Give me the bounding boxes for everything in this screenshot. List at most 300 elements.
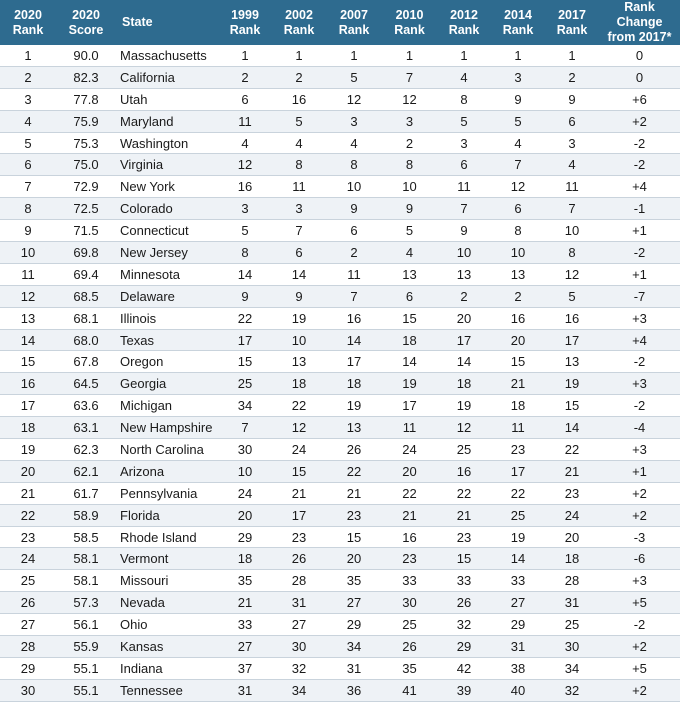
table-row xyxy=(0,110,680,132)
table-cell: 30 xyxy=(272,636,326,658)
table-cell: 22 xyxy=(218,307,272,329)
table-cell: 18 xyxy=(326,373,382,395)
table-row xyxy=(0,154,680,176)
state-cell: Vermont xyxy=(116,548,218,570)
table-cell: 32 xyxy=(437,614,491,636)
table-cell: 11 xyxy=(0,263,56,285)
table-cell: +3 xyxy=(599,570,680,592)
table-cell: 5 xyxy=(0,132,56,154)
table-cell: 11 xyxy=(382,417,437,439)
table-cell: +3 xyxy=(599,307,680,329)
table-cell: 3 xyxy=(218,198,272,220)
table-cell: 8 xyxy=(382,154,437,176)
table-cell: 77.8 xyxy=(56,88,116,110)
table-cell: 17 xyxy=(437,329,491,351)
table-cell: 22 xyxy=(491,482,545,504)
table-cell: 68.0 xyxy=(56,329,116,351)
table-cell: 90.0 xyxy=(56,45,116,66)
table-cell: 21 xyxy=(218,592,272,614)
state-cell: Michigan xyxy=(116,395,218,417)
table-cell: 34 xyxy=(545,657,599,679)
state-cell: Kansas xyxy=(116,636,218,658)
table-cell: +2 xyxy=(599,110,680,132)
table-cell: +4 xyxy=(599,329,680,351)
table-cell: 21 xyxy=(491,373,545,395)
table-cell: 12 xyxy=(382,88,437,110)
table-cell: 9 xyxy=(218,285,272,307)
state-cell: Colorado xyxy=(116,198,218,220)
table-cell: 9 xyxy=(491,88,545,110)
table-cell: 2 xyxy=(218,66,272,88)
table-cell: 8 xyxy=(326,154,382,176)
table-cell: 14 xyxy=(545,417,599,439)
table-cell: -1 xyxy=(599,198,680,220)
table-cell: +1 xyxy=(599,220,680,242)
table-row xyxy=(0,395,680,417)
table-cell: 16 xyxy=(382,526,437,548)
table-cell: 36 xyxy=(326,679,382,701)
table-cell: 25 xyxy=(545,614,599,636)
table-row xyxy=(0,351,680,373)
table-cell: 15 xyxy=(545,395,599,417)
table-cell: -7 xyxy=(599,285,680,307)
table-cell: 26 xyxy=(272,548,326,570)
table-cell: 1 xyxy=(272,45,326,66)
table-row xyxy=(0,176,680,198)
table-cell: 24 xyxy=(218,482,272,504)
table-cell: 35 xyxy=(382,657,437,679)
table-cell: 10 xyxy=(382,176,437,198)
table-cell: 17 xyxy=(545,329,599,351)
state-cell: Minnesota xyxy=(116,263,218,285)
table-cell: 16 xyxy=(491,307,545,329)
table-cell: 29 xyxy=(0,657,56,679)
state-cell: Nevada xyxy=(116,592,218,614)
table-cell: 71.5 xyxy=(56,220,116,242)
table-cell: 6 xyxy=(491,198,545,220)
state-cell: Oregon xyxy=(116,351,218,373)
table-row xyxy=(0,45,680,66)
table-cell: 19 xyxy=(382,373,437,395)
table-cell: 1 xyxy=(437,45,491,66)
table-cell: 6 xyxy=(382,285,437,307)
table-cell: +2 xyxy=(599,482,680,504)
table-cell: -2 xyxy=(599,132,680,154)
table-cell: 63.6 xyxy=(56,395,116,417)
table-cell: 24 xyxy=(272,439,326,461)
table-cell: 7 xyxy=(326,285,382,307)
table-cell: 0 xyxy=(599,66,680,88)
table-cell: 68.5 xyxy=(56,285,116,307)
table-cell: 13 xyxy=(272,351,326,373)
table-cell: 30 xyxy=(382,592,437,614)
table-cell: 55.1 xyxy=(56,679,116,701)
table-cell: 18 xyxy=(272,373,326,395)
table-cell: 19 xyxy=(491,526,545,548)
table-cell: 20 xyxy=(218,504,272,526)
table-cell: 24 xyxy=(382,439,437,461)
table-cell: 14 xyxy=(218,263,272,285)
table-cell: 10 xyxy=(491,242,545,264)
table-cell: 19 xyxy=(326,395,382,417)
table-cell: 11 xyxy=(545,176,599,198)
table-row xyxy=(0,504,680,526)
table-cell: 13 xyxy=(0,307,56,329)
table-cell: 11 xyxy=(491,417,545,439)
table-cell: 13 xyxy=(326,417,382,439)
table-cell: 29 xyxy=(491,614,545,636)
table-cell: +1 xyxy=(599,263,680,285)
table-cell: 17 xyxy=(0,395,56,417)
table-row xyxy=(0,417,680,439)
table-cell: 8 xyxy=(0,198,56,220)
table-cell: 16 xyxy=(437,460,491,482)
table-row xyxy=(0,88,680,110)
table-cell: 20 xyxy=(437,307,491,329)
table-cell: 27 xyxy=(218,636,272,658)
table-cell: 25 xyxy=(437,439,491,461)
table-cell: 22 xyxy=(545,439,599,461)
table-cell: 15 xyxy=(272,460,326,482)
table-cell: 13 xyxy=(545,351,599,373)
table-cell: 22 xyxy=(272,395,326,417)
table-cell: 11 xyxy=(437,176,491,198)
table-row xyxy=(0,132,680,154)
table-cell: 9 xyxy=(382,198,437,220)
state-cell: Ohio xyxy=(116,614,218,636)
table-cell: +2 xyxy=(599,636,680,658)
table-cell: 12 xyxy=(272,417,326,439)
table-cell: 7 xyxy=(272,220,326,242)
state-cell: Illinois xyxy=(116,307,218,329)
table-cell: 13 xyxy=(491,263,545,285)
table-cell: 20 xyxy=(382,460,437,482)
table-row xyxy=(0,526,680,548)
table-cell: 11 xyxy=(218,110,272,132)
table-cell: 7 xyxy=(382,66,437,88)
table-cell: 13 xyxy=(437,263,491,285)
table-cell: 18 xyxy=(491,395,545,417)
table-cell: 1 xyxy=(545,45,599,66)
table-cell: 57.3 xyxy=(56,592,116,614)
column-header: 2007 Rank xyxy=(326,0,382,45)
table-cell: 7 xyxy=(218,417,272,439)
table-cell: 62.3 xyxy=(56,439,116,461)
column-header: 2010 Rank xyxy=(382,0,437,45)
table-cell: 19 xyxy=(0,439,56,461)
table-cell: 10 xyxy=(218,460,272,482)
table-cell: 15 xyxy=(218,351,272,373)
table-cell: 62.1 xyxy=(56,460,116,482)
state-cell: Delaware xyxy=(116,285,218,307)
table-cell: 32 xyxy=(545,679,599,701)
table-cell: -2 xyxy=(599,154,680,176)
table-cell: -3 xyxy=(599,526,680,548)
table-cell: 27 xyxy=(0,614,56,636)
table-cell: 7 xyxy=(491,154,545,176)
table-cell: 23 xyxy=(382,548,437,570)
table-row xyxy=(0,373,680,395)
table-cell: 21 xyxy=(382,504,437,526)
table-cell: 8 xyxy=(272,154,326,176)
table-cell: 27 xyxy=(491,592,545,614)
table-cell: 58.1 xyxy=(56,548,116,570)
table-cell: 29 xyxy=(326,614,382,636)
table-cell: 17 xyxy=(382,395,437,417)
table-cell: 19 xyxy=(437,395,491,417)
table-row xyxy=(0,66,680,88)
table-cell: 72.9 xyxy=(56,176,116,198)
table-cell: 5 xyxy=(382,220,437,242)
table-cell: +2 xyxy=(599,504,680,526)
table-cell: 10 xyxy=(326,176,382,198)
table-cell: 22 xyxy=(0,504,56,526)
table-cell: 15 xyxy=(382,307,437,329)
table-row xyxy=(0,570,680,592)
table-cell: 22 xyxy=(382,482,437,504)
column-header: 2014 Rank xyxy=(491,0,545,45)
table-cell: 11 xyxy=(272,176,326,198)
table-cell: 69.4 xyxy=(56,263,116,285)
table-cell: 4 xyxy=(326,132,382,154)
table-cell: 4 xyxy=(218,132,272,154)
table-cell: 17 xyxy=(326,351,382,373)
table-cell: 31 xyxy=(272,592,326,614)
table-cell: 75.9 xyxy=(56,110,116,132)
table-cell: 5 xyxy=(437,110,491,132)
table-cell: 35 xyxy=(326,570,382,592)
table-cell: 25 xyxy=(382,614,437,636)
table-cell: 24 xyxy=(545,504,599,526)
table-cell: 18 xyxy=(0,417,56,439)
table-cell: 12 xyxy=(326,88,382,110)
table-cell: 75.3 xyxy=(56,132,116,154)
table-cell: 3 xyxy=(437,132,491,154)
table-cell: 27 xyxy=(272,614,326,636)
table-cell: 19 xyxy=(272,307,326,329)
table-cell: -2 xyxy=(599,242,680,264)
table-cell: 33 xyxy=(491,570,545,592)
table-cell: -2 xyxy=(599,614,680,636)
table-cell: 8 xyxy=(218,242,272,264)
table-row xyxy=(0,679,680,701)
table-cell: 14 xyxy=(382,351,437,373)
table-cell: 34 xyxy=(326,636,382,658)
column-header: 2017 Rank xyxy=(545,0,599,45)
table-row xyxy=(0,329,680,351)
table-cell: 41 xyxy=(382,679,437,701)
table-cell: 15 xyxy=(326,526,382,548)
table-cell: 7 xyxy=(0,176,56,198)
table-cell: 18 xyxy=(545,548,599,570)
table-cell: -2 xyxy=(599,395,680,417)
table-row xyxy=(0,614,680,636)
table-cell: 21 xyxy=(437,504,491,526)
table-cell: -2 xyxy=(599,351,680,373)
state-cell: New York xyxy=(116,176,218,198)
state-cell: North Carolina xyxy=(116,439,218,461)
table-cell: 12 xyxy=(218,154,272,176)
state-cell: Arizona xyxy=(116,460,218,482)
table-cell: 19 xyxy=(545,373,599,395)
table-cell: 22 xyxy=(437,482,491,504)
state-cell: New Hampshire xyxy=(116,417,218,439)
table-cell: 31 xyxy=(218,679,272,701)
table-cell: 2 xyxy=(272,66,326,88)
table-cell: 31 xyxy=(491,636,545,658)
column-header: Rank Change from 2017* xyxy=(599,0,680,45)
table-cell: 17 xyxy=(491,460,545,482)
table-cell: 10 xyxy=(545,220,599,242)
table-cell: 5 xyxy=(545,285,599,307)
table-cell: 30 xyxy=(218,439,272,461)
table-cell: 6 xyxy=(437,154,491,176)
table-row xyxy=(0,592,680,614)
table-cell: 29 xyxy=(437,636,491,658)
table-cell: 3 xyxy=(382,110,437,132)
table-cell: 3 xyxy=(272,198,326,220)
state-cell: Virginia xyxy=(116,154,218,176)
table-cell: 21 xyxy=(326,482,382,504)
table-cell: 35 xyxy=(218,570,272,592)
table-cell: 18 xyxy=(218,548,272,570)
table-cell: 23 xyxy=(437,526,491,548)
state-cell: Connecticut xyxy=(116,220,218,242)
table-cell: 0 xyxy=(599,45,680,66)
table-row xyxy=(0,263,680,285)
table-cell: 64.5 xyxy=(56,373,116,395)
table-cell: 1 xyxy=(491,45,545,66)
table-cell: 9 xyxy=(326,198,382,220)
table-cell: 16 xyxy=(218,176,272,198)
table-cell: 32 xyxy=(272,657,326,679)
column-header: 2002 Rank xyxy=(272,0,326,45)
table-cell: 5 xyxy=(218,220,272,242)
table-cell: 72.5 xyxy=(56,198,116,220)
table-row xyxy=(0,460,680,482)
table-cell: 3 xyxy=(545,132,599,154)
state-cell: Pennsylvania xyxy=(116,482,218,504)
table-cell: 58.9 xyxy=(56,504,116,526)
table-cell: 33 xyxy=(437,570,491,592)
header-row xyxy=(0,0,680,45)
table-cell: 2 xyxy=(545,66,599,88)
table-cell: 28 xyxy=(0,636,56,658)
table-cell: 20 xyxy=(326,548,382,570)
table-cell: 56.1 xyxy=(56,614,116,636)
state-cell: Tennessee xyxy=(116,679,218,701)
table-cell: 6 xyxy=(545,110,599,132)
table-body xyxy=(0,45,680,701)
table-cell: 18 xyxy=(437,373,491,395)
table-cell: 4 xyxy=(0,110,56,132)
table-cell: 15 xyxy=(0,351,56,373)
table-cell: 31 xyxy=(326,657,382,679)
table-cell: 58.1 xyxy=(56,570,116,592)
table-cell: +6 xyxy=(599,88,680,110)
state-cell: Washington xyxy=(116,132,218,154)
table-cell: +4 xyxy=(599,176,680,198)
table-cell: 24 xyxy=(0,548,56,570)
table-cell: 17 xyxy=(272,504,326,526)
table-cell: 69.8 xyxy=(56,242,116,264)
table-cell: 16 xyxy=(326,307,382,329)
table-cell: 14 xyxy=(272,263,326,285)
table-cell: 82.3 xyxy=(56,66,116,88)
table-cell: 3 xyxy=(326,110,382,132)
table-row xyxy=(0,548,680,570)
state-cell: Texas xyxy=(116,329,218,351)
table-cell: 15 xyxy=(491,351,545,373)
table-cell: 25 xyxy=(491,504,545,526)
table-cell: 1 xyxy=(326,45,382,66)
table-cell: 3 xyxy=(491,66,545,88)
table-cell: 39 xyxy=(437,679,491,701)
table-cell: 12 xyxy=(491,176,545,198)
table-cell: 8 xyxy=(491,220,545,242)
table-cell: 5 xyxy=(272,110,326,132)
table-cell: 3 xyxy=(0,88,56,110)
state-cell: New Jersey xyxy=(116,242,218,264)
table-cell: 23 xyxy=(0,526,56,548)
state-cell: Florida xyxy=(116,504,218,526)
table-cell: 12 xyxy=(0,285,56,307)
state-cell: Missouri xyxy=(116,570,218,592)
table-cell: 28 xyxy=(272,570,326,592)
table-cell: 4 xyxy=(382,242,437,264)
column-header: 2020 Rank xyxy=(0,0,56,45)
table-cell: 33 xyxy=(382,570,437,592)
table-cell: -4 xyxy=(599,417,680,439)
table-cell: +5 xyxy=(599,657,680,679)
table-cell: 12 xyxy=(437,417,491,439)
table-cell: +3 xyxy=(599,373,680,395)
table-cell: 34 xyxy=(272,679,326,701)
table-cell: 22 xyxy=(326,460,382,482)
table-cell: 5 xyxy=(491,110,545,132)
table-cell: 26 xyxy=(326,439,382,461)
table-cell: 13 xyxy=(382,263,437,285)
table-cell: 68.1 xyxy=(56,307,116,329)
table-row xyxy=(0,482,680,504)
table-cell: 4 xyxy=(545,154,599,176)
table-cell: 21 xyxy=(272,482,326,504)
table-cell: 16 xyxy=(0,373,56,395)
table-cell: 40 xyxy=(491,679,545,701)
table-cell: 15 xyxy=(437,548,491,570)
table-cell: 28 xyxy=(545,570,599,592)
table-cell: 11 xyxy=(326,263,382,285)
column-header: 1999 Rank xyxy=(218,0,272,45)
table-row xyxy=(0,439,680,461)
table-cell: 58.5 xyxy=(56,526,116,548)
table-cell: 20 xyxy=(491,329,545,351)
state-cell: Rhode Island xyxy=(116,526,218,548)
table-row xyxy=(0,242,680,264)
table-cell: 10 xyxy=(272,329,326,351)
table-cell: 26 xyxy=(0,592,56,614)
table-cell: 7 xyxy=(545,198,599,220)
table-cell: 9 xyxy=(272,285,326,307)
table-cell: 8 xyxy=(545,242,599,264)
column-header: 2020 Score xyxy=(56,0,116,45)
table-cell: 7 xyxy=(437,198,491,220)
table-row xyxy=(0,636,680,658)
table-cell: 2 xyxy=(437,285,491,307)
table-cell: +2 xyxy=(599,679,680,701)
table-cell: 34 xyxy=(218,395,272,417)
state-cell: Indiana xyxy=(116,657,218,679)
